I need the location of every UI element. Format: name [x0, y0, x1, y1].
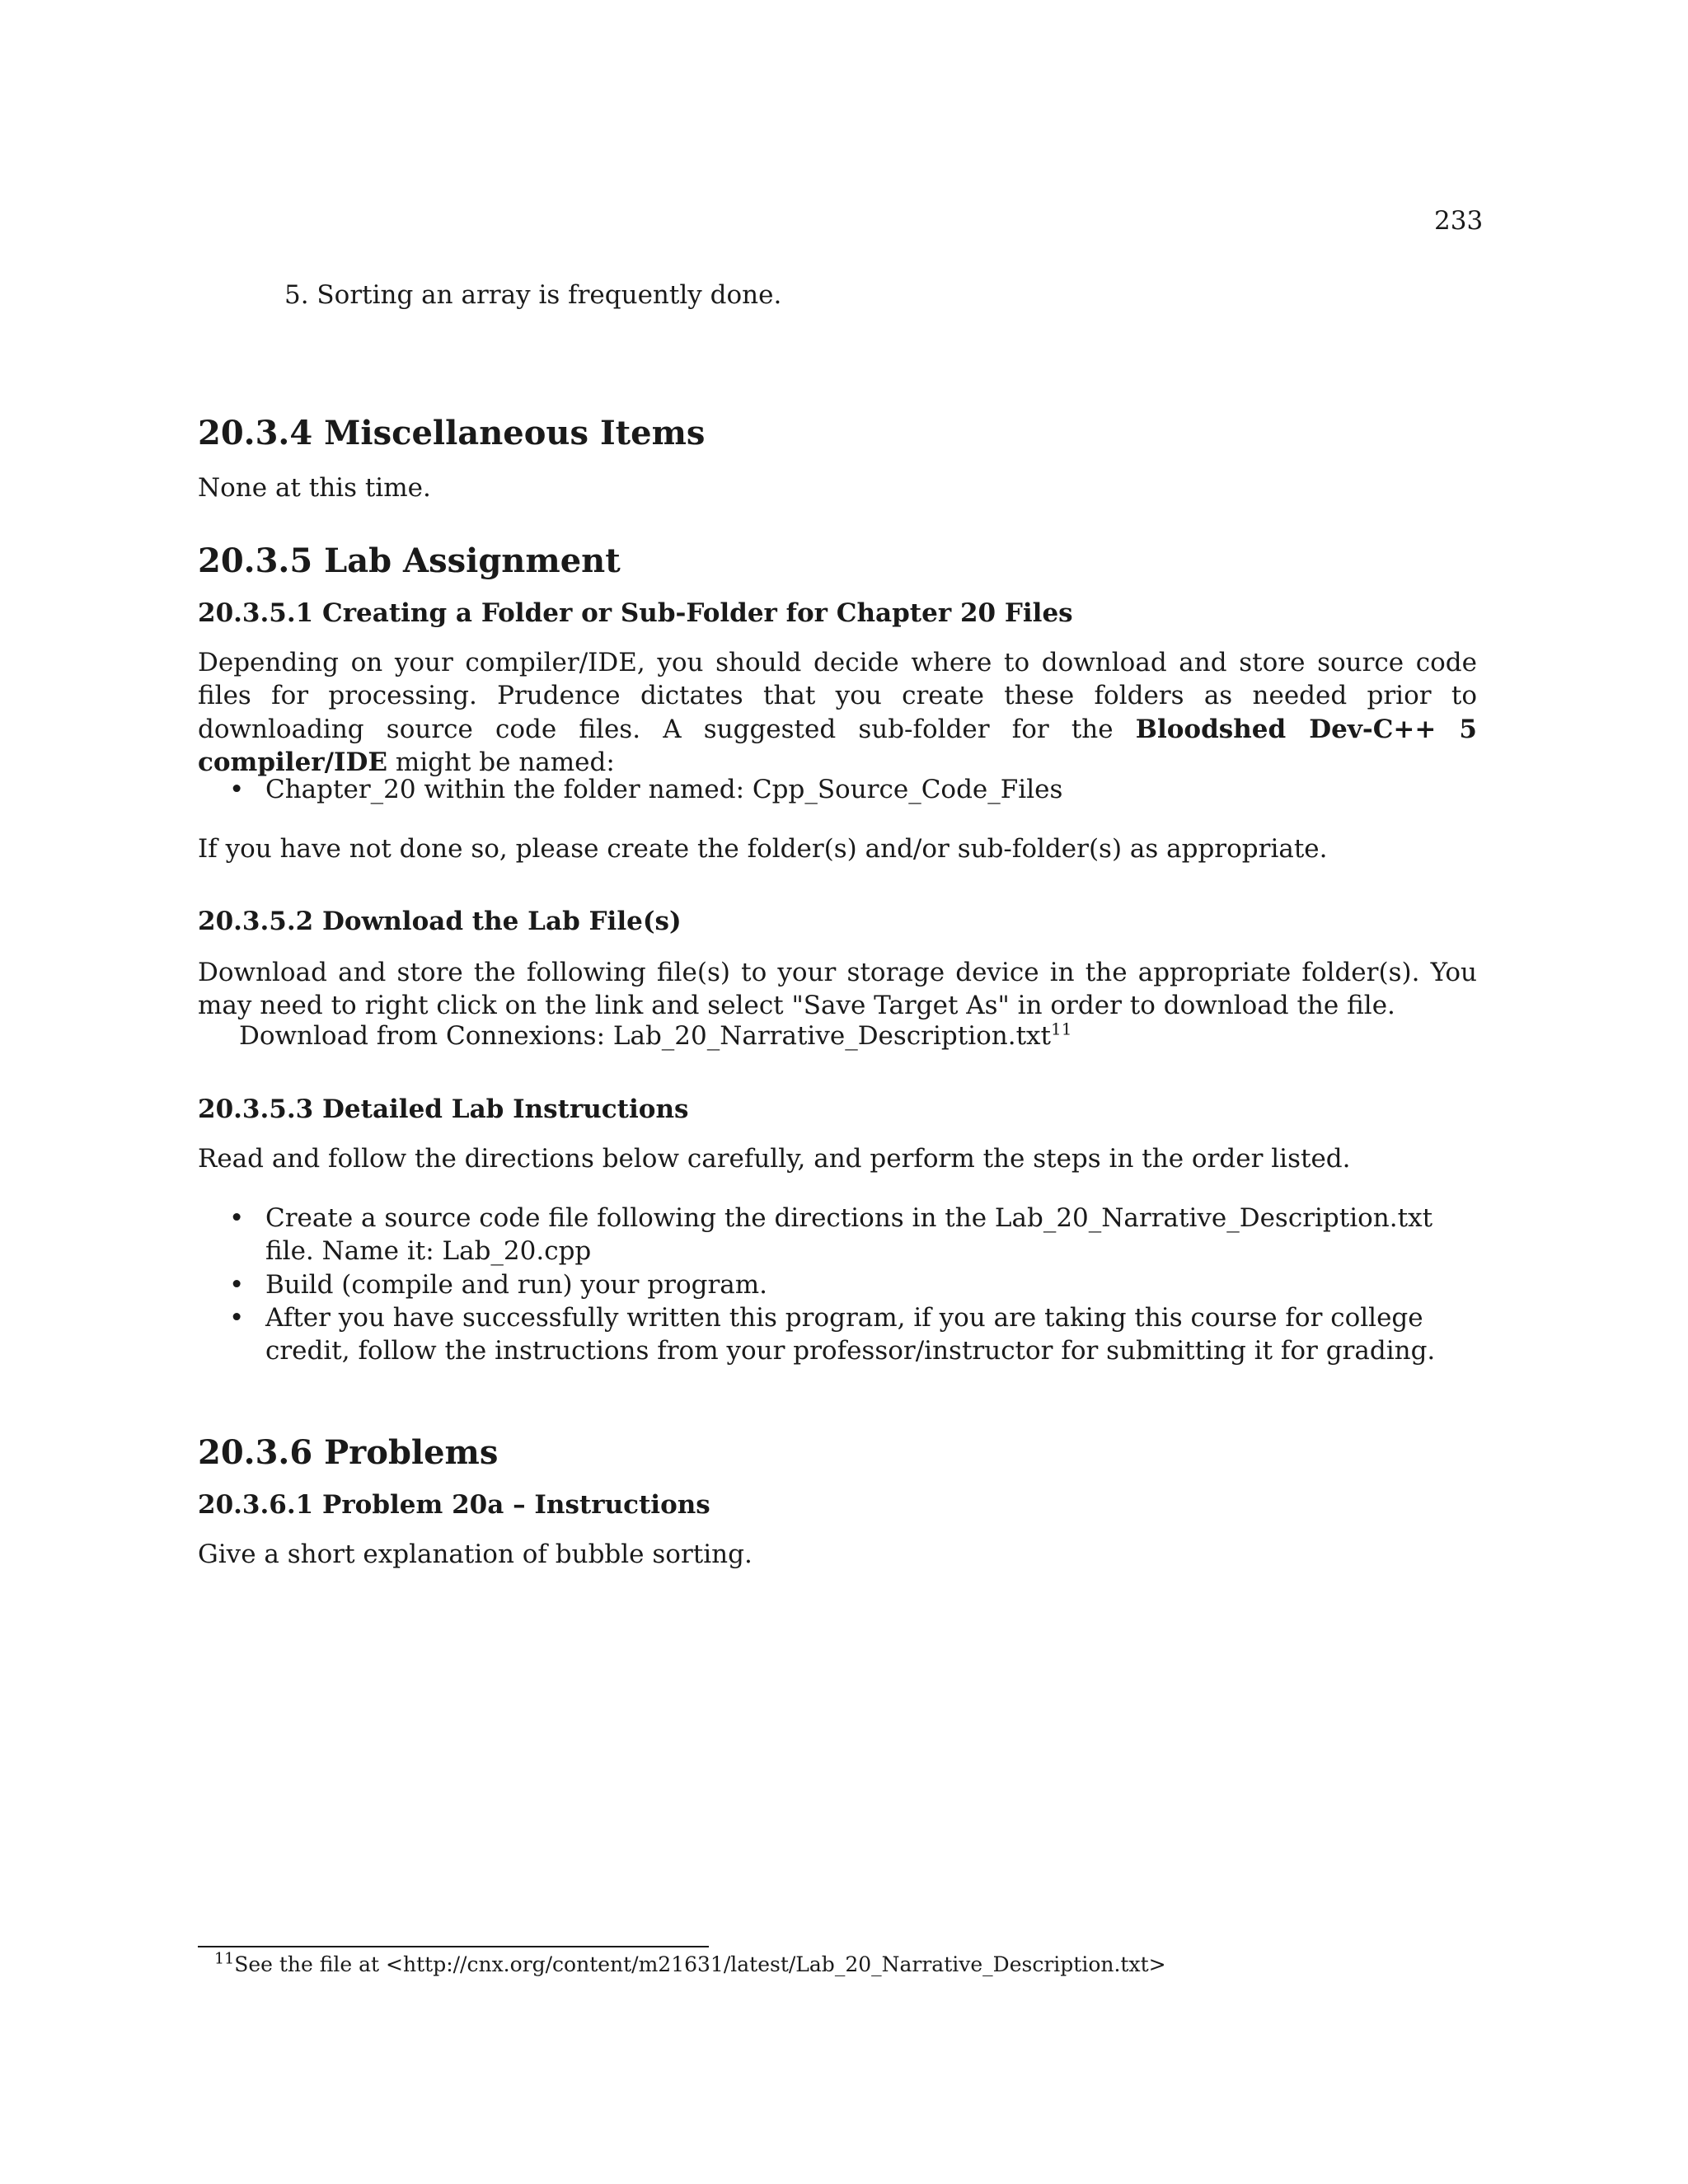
- subsection-heading-instructions: 20.3.5.3 Detailed Lab Instructions: [198, 1094, 689, 1124]
- folder-bullet-list: [198, 773, 1477, 806]
- footnote-divider: [198, 1946, 709, 1947]
- download-link[interactable]: Download from Connexions: Lab_20_Narrative_Description.txt: [239, 1021, 1051, 1051]
- list-item-text: Build (compile and run) your program.: [265, 1269, 768, 1300]
- footnote: [214, 1949, 1166, 1979]
- list-item: [198, 1301, 1477, 1368]
- list-item-text: Create a source code file following the directions in the Lab_20_Narrative_Description.txt file. Name it: Lab_20.cpp: [265, 1203, 1433, 1267]
- footnote-text: See the file at <http://cnx.org/content/m21631/latest/Lab_20_Narrative_Description.txt>: [234, 1952, 1166, 1976]
- folder-paragraph-end: might be named:: [387, 747, 615, 777]
- subsection-heading-folder: 20.3.5.1 Creating a Folder or Sub-Folder for Chapter 20 Files: [198, 598, 1073, 628]
- folder-paragraph-start: Depending on your compiler/IDE, you should decide where to download and store source code files for processing. Prudence dictates that you create these folders as needed prior to downloading source code files. A suggested sub-folder for the: [198, 648, 1477, 744]
- list-item: 5. Sorting an array is frequently done.: [284, 280, 782, 310]
- folder-after-text: If you have not done so, please create the folder(s) and/or sub-folder(s) as appropriate.: [198, 834, 1328, 864]
- subsection-heading-problem-20a: 20.3.6.1 Problem 20a – Instructions: [198, 1490, 710, 1520]
- list-item: [198, 1202, 1477, 1268]
- bullet-icon: •: [229, 1302, 245, 1333]
- section-heading-misc: 20.3.4 Miscellaneous Items: [198, 414, 706, 452]
- bullet-icon: •: [229, 1269, 245, 1300]
- download-paragraph: Download and store the following file(s) to your storage device in the appropriate folder(s). You may need to right click on the link and select "Save Target As" in order to download the file.: [198, 958, 1477, 1021]
- compiler-name: Bloodshed Dev-C++ 5 compiler/IDE: [198, 714, 1477, 777]
- footnote-mark: 11: [1051, 1019, 1072, 1039]
- subsection-heading-download: 20.3.5.2 Download the Lab File(s): [198, 907, 682, 936]
- section-heading-problems: 20.3.6 Problems: [198, 1433, 499, 1472]
- list-item-text: After you have successfully written this program, if you are taking this course for college credit, follow the instructions from your professor/instructor for submitting it for grading.: [265, 1302, 1436, 1366]
- bullet-icon: •: [229, 1203, 245, 1233]
- misc-text: None at this time.: [198, 473, 431, 503]
- instructions-paragraph: Read and follow the directions below carefully, and perform the steps in the order listed.: [198, 1144, 1351, 1174]
- instructions-bullet-list: [198, 1202, 1477, 1367]
- page-number: 233: [1434, 206, 1484, 236]
- folder-paragraph: [198, 646, 1477, 779]
- list-item: [198, 1268, 1477, 1301]
- footnote-number: 11: [214, 1949, 235, 1968]
- download-link-line[interactable]: [239, 1019, 1475, 1052]
- bullet-icon: •: [229, 775, 245, 804]
- section-heading-lab: 20.3.5 Lab Assignment: [198, 541, 621, 580]
- list-item: [198, 773, 1477, 806]
- list-item-text: Chapter_20 within the folder named: Cpp_Source_Code_Files: [265, 775, 1063, 804]
- problem-20a-text: Give a short explanation of bubble sorting.: [198, 1540, 753, 1569]
